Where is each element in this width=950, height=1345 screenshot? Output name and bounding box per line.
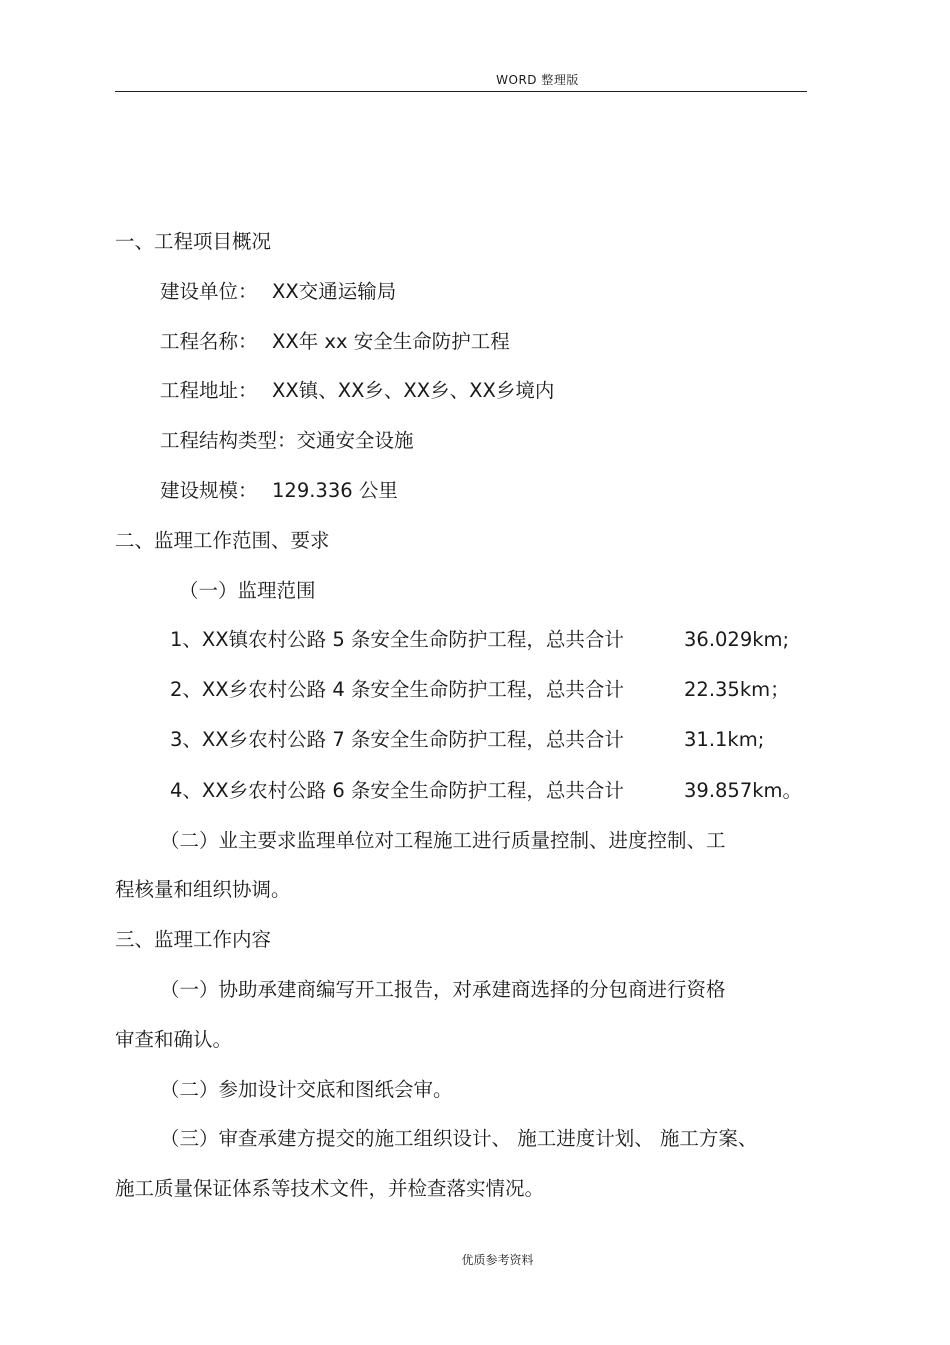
field-scale (160, 478, 398, 504)
field-label: 建设单位： (160, 280, 258, 303)
field-project-name (160, 329, 510, 355)
field-construction-unit (160, 279, 396, 305)
field-label: 工程结构类型： (160, 429, 297, 452)
scope-item (170, 778, 810, 804)
scope-item-km: 36.029km; (684, 628, 790, 651)
section2-heading: 二、监理工作范围、要求 (115, 529, 330, 552)
section2-sub2-line2: 程核量和组织协调。 (115, 878, 291, 901)
section3-heading: 三、监理工作内容 (115, 928, 272, 951)
field-project-address (160, 378, 554, 404)
scope-item-km: 22.35km； (684, 678, 790, 701)
section3-p3-line1: （三）审查承建方提交的施工组织设计、 施工进度计划、 施工方案、 (160, 1127, 758, 1150)
header-divider (115, 91, 807, 92)
section1-heading: 一、工程项目概况 (115, 230, 272, 253)
scope-item (170, 727, 810, 753)
scope-item-km: 31.1km; (684, 728, 765, 751)
scope-item (170, 677, 810, 703)
scope-item (170, 627, 810, 653)
page-footer: 优质参考资料 (461, 1253, 534, 1267)
scope-item-text: 1、XX镇农村公路 5 条安全生命防护工程，总共合计 (170, 628, 624, 651)
field-value: 129.336 公里 (272, 479, 398, 502)
field-structure-type (160, 428, 414, 454)
section3-p1-line2: 审查和确认。 (115, 1028, 233, 1051)
field-value: XX镇、XX乡、XX乡、XX乡境内 (272, 379, 555, 402)
scope-item-text: 4、XX乡农村公路 6 条安全生命防护工程，总共合计 (170, 779, 624, 802)
section3-p2: （二）参加设计交底和图纸会审。 (160, 1078, 453, 1101)
field-value: XX年 xx 安全生命防护工程 (272, 330, 510, 353)
scope-item-km: 39.857km。 (684, 779, 803, 802)
section3-p1-line1: （一）协助承建商编写开工报告，对承建商选择的分包商进行资格 (160, 978, 726, 1001)
field-label: 建设规模： (160, 479, 258, 502)
section3-p3-line2: 施工质量保证体系等技术文件，并检查落实情况。 (115, 1177, 545, 1200)
field-label: 工程地址： (160, 379, 258, 402)
header-text: WORD 整理版 (496, 73, 579, 87)
scope-item-text: 3、XX乡农村公路 7 条安全生命防护工程，总共合计 (170, 728, 624, 751)
section2-sub2-line1: （二）业主要求监理单位对工程施工进行质量控制、进度控制、工 (160, 829, 726, 852)
field-value: 交通安全设施 (296, 429, 414, 452)
scope-item-text: 2、XX乡农村公路 4 条安全生命防护工程，总共合计 (170, 678, 624, 701)
field-value: XX交通运输局 (272, 280, 397, 303)
field-label: 工程名称： (160, 330, 258, 353)
section2-sub1: （一）监理范围 (179, 579, 316, 602)
